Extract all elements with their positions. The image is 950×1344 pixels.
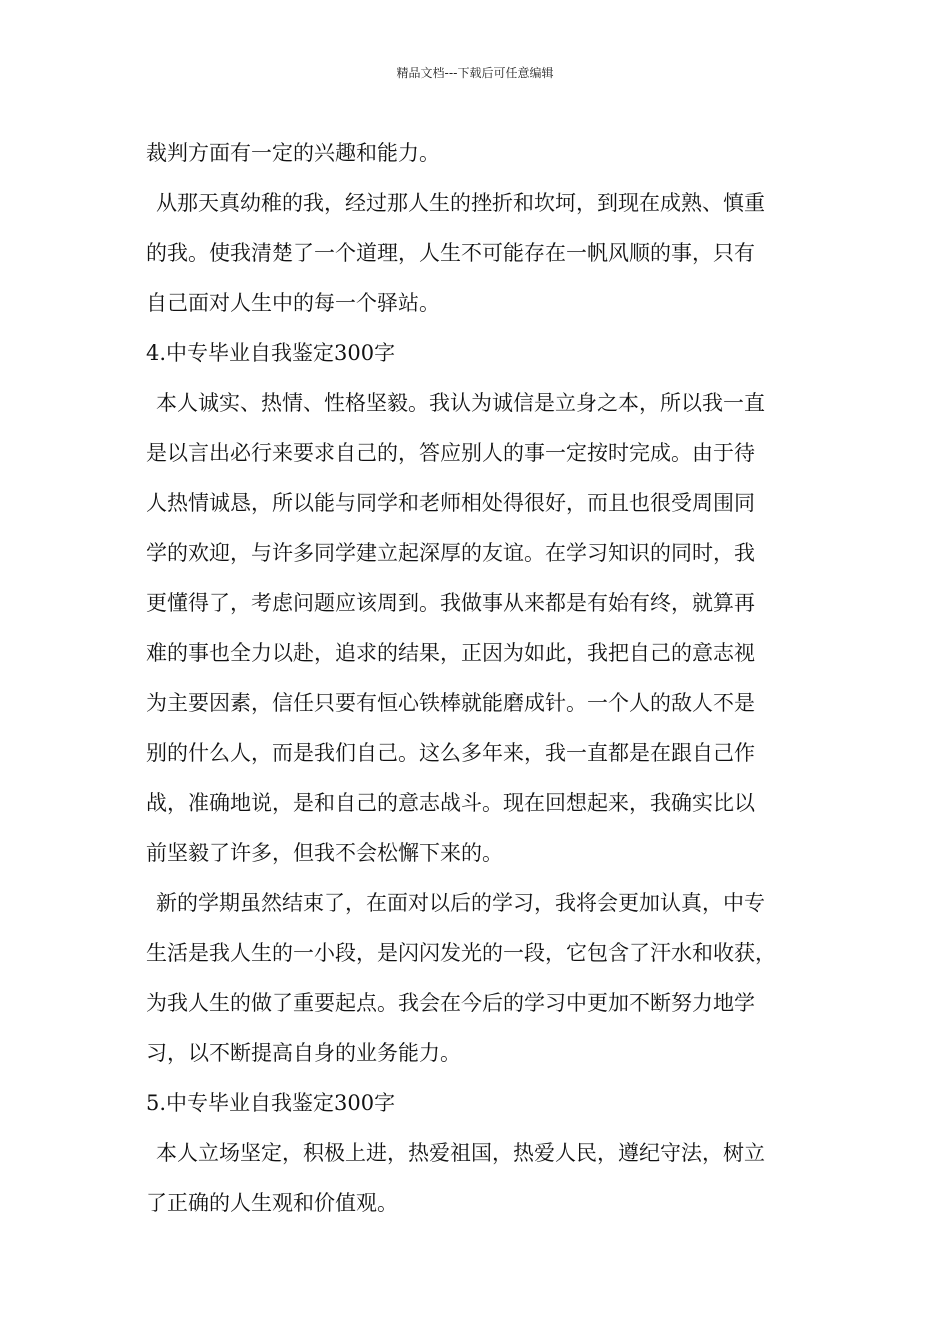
page-header: 精品文档---下载后可任意编辑: [396, 66, 554, 80]
text-line: 战，准确地说，是和自己的意志战斗。现在回想起来，我确实比以: [146, 791, 755, 815]
text-line: 本人立场坚定，积极上进，热爱祖国，热爱人民，遵纪守法，树立: [156, 1141, 765, 1165]
section-heading-4: 4.中专毕业自我鉴定300字: [146, 341, 396, 365]
text-line: 人热情诚恳，所以能与同学和老师相处得很好，而且也很受周围同: [146, 491, 755, 515]
text-line: 前坚毅了许多，但我不会松懈下来的。: [146, 841, 503, 865]
text-line: 难的事也全力以赴，追求的结果，正因为如此，我把自己的意志视: [146, 641, 755, 665]
text-line: 为主要因素，信任只要有恒心铁棒就能磨成针。一个人的敌人不是: [146, 691, 755, 715]
text-line: 习，以不断提高自身的业务能力。: [146, 1041, 461, 1065]
text-line: 学的欢迎，与许多同学建立起深厚的友谊。在学习知识的同时，我: [146, 541, 755, 565]
text-line: 是以言出必行来要求自己的，答应别人的事一定按时完成。由于待: [146, 441, 755, 465]
text-line: 了正确的人生观和价值观。: [146, 1191, 398, 1215]
text-line: 裁判方面有一定的兴趣和能力。: [146, 141, 440, 165]
text-line: 为我人生的做了重要起点。我会在今后的学习中更加不断努力地学: [146, 991, 755, 1015]
text-line: 自己面对人生中的每一个驿站。: [146, 291, 440, 315]
text-line: 新的学期虽然结束了，在面对以后的学习，我将会更加认真，中专: [156, 891, 765, 915]
text-line: 生活是我人生的一小段，是闪闪发光的一段，它包含了汗水和收获，: [146, 941, 776, 965]
section-heading-5: 5.中专毕业自我鉴定300字: [146, 1091, 396, 1115]
text-line: 的我。使我清楚了一个道理，人生不可能存在一帆风顺的事，只有: [146, 241, 755, 265]
text-line: 更懂得了，考虑问题应该周到。我做事从来都是有始有终，就算再: [146, 591, 755, 615]
text-line: 别的什么人，而是我们自己。这么多年来，我一直都是在跟自己作: [146, 741, 755, 765]
document-body: [146, 128, 816, 1228]
text-line: 本人诚实、热情、性格坚毅。我认为诚信是立身之本，所以我一直: [156, 391, 765, 415]
text-line: 从那天真幼稚的我，经过那人生的挫折和坎坷，到现在成熟、慎重: [156, 191, 765, 215]
